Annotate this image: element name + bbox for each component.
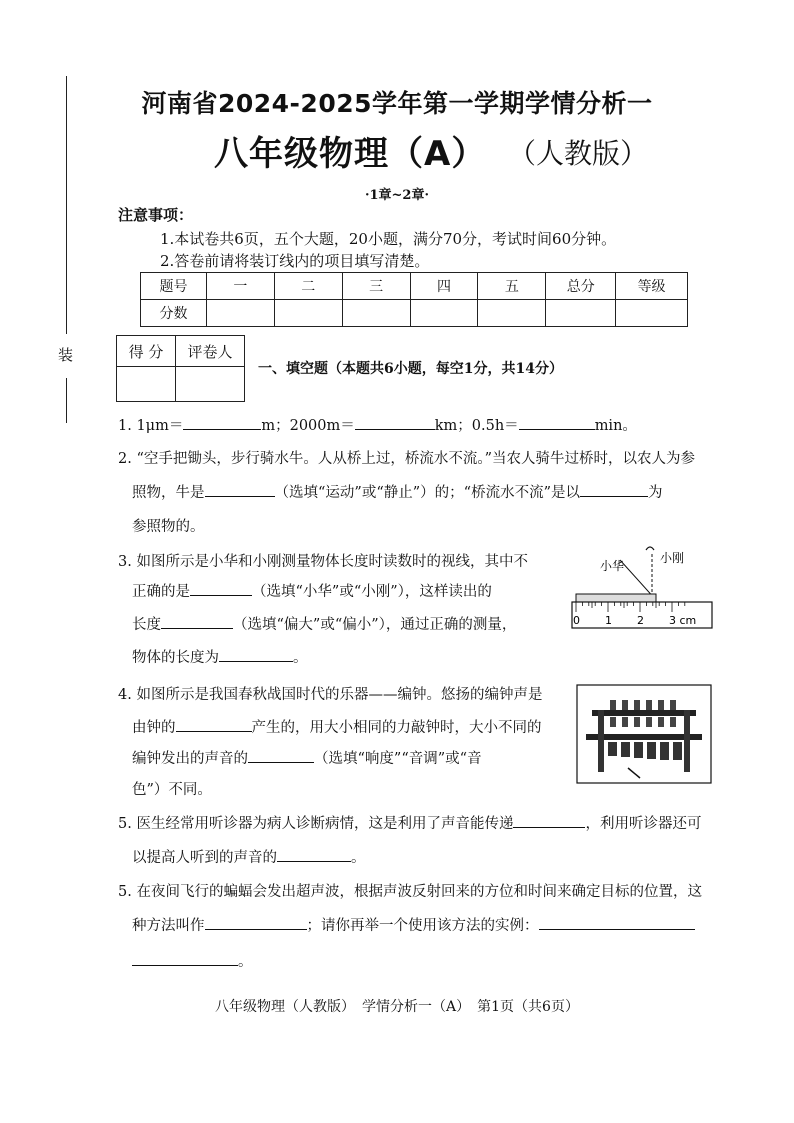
score-header-cell: 题号 bbox=[141, 273, 207, 300]
q6-text: 。 bbox=[238, 954, 253, 970]
question-2-line-1: 2. “空手把锄头，步行骑水牛。人从桥上过，桥流水不流。”当农人骑牛过桥时，以农人为参 bbox=[118, 451, 696, 467]
answer-blank[interactable] bbox=[539, 915, 695, 930]
q3-text: （选填“偏大”或“偏小”），通过正确的测量， bbox=[233, 617, 517, 633]
q5-text: 以提高人听到的声音的 bbox=[132, 850, 277, 866]
question-6-line-3 bbox=[132, 950, 253, 971]
q1-text: 1. 1μm＝ bbox=[118, 418, 184, 434]
q3-text: 长度 bbox=[132, 617, 161, 633]
q4-text: 编钟发出的声音的 bbox=[132, 751, 248, 767]
answer-blank[interactable] bbox=[519, 415, 595, 430]
question-6-line-2 bbox=[132, 914, 695, 935]
answer-blank[interactable] bbox=[513, 813, 585, 828]
question-2-line-3: 参照物的。 bbox=[132, 519, 205, 535]
page-footer: 八年级物理（人教版） 学情分析一（A） 第1页（共6页） bbox=[215, 999, 579, 1015]
score-header-cell: 等级 bbox=[616, 273, 688, 300]
answer-blank[interactable] bbox=[132, 951, 238, 966]
q2-text: 照物，牛是 bbox=[132, 485, 205, 501]
score-header-cell: 一 bbox=[206, 273, 274, 300]
score-cell[interactable] bbox=[478, 300, 546, 327]
answer-blank[interactable] bbox=[190, 581, 252, 596]
question-4-line-4: 色”）不同。 bbox=[132, 782, 212, 798]
q1-text: km；0.5h＝ bbox=[434, 418, 519, 434]
bell-rack-post-right bbox=[684, 710, 690, 772]
grader-score-cell[interactable] bbox=[117, 367, 176, 402]
answer-blank[interactable] bbox=[355, 415, 435, 430]
score-header-cell: 五 bbox=[478, 273, 546, 300]
measured-object bbox=[576, 594, 656, 602]
question-5-line-2 bbox=[132, 846, 366, 867]
q4-text: 产生的，用大小相同的力敲钟时，大小不同的 bbox=[251, 720, 542, 736]
binding-mark: 装 bbox=[58, 346, 74, 364]
score-cell[interactable] bbox=[410, 300, 478, 327]
q6-text: ；请你再举一个使用该方法的实例： bbox=[306, 918, 539, 934]
q6-text: 种方法叫作 bbox=[132, 918, 205, 934]
score-row-label: 分数 bbox=[141, 300, 207, 327]
question-2-line-2 bbox=[132, 481, 662, 502]
score-table-header-row bbox=[141, 273, 688, 300]
q2-text: （选填“运动”或“静止”）的；“桥流水不流”是以 bbox=[274, 485, 580, 501]
question-3-line-2 bbox=[132, 580, 492, 601]
question-6-line-1: 5. 在夜间飞行的蝙蝠会发出超声波，根据声波反射回来的方位和时间来确定目标的位置，这 bbox=[118, 884, 702, 900]
score-cell[interactable] bbox=[206, 300, 274, 327]
score-header-cell: 总分 bbox=[546, 273, 616, 300]
score-cell[interactable] bbox=[342, 300, 410, 327]
label-xiaogang: 小刚 bbox=[660, 551, 685, 565]
notes-heading: 注意事项： bbox=[118, 206, 194, 224]
question-4-line-1: 4. 如图所示是我国春秋战国时代的乐器——编钟。悠扬的编钟声是 bbox=[118, 687, 543, 703]
ruler-tick-label: 3 cm bbox=[669, 614, 697, 627]
score-cell[interactable] bbox=[274, 300, 342, 327]
label-xiaohua: 小华 bbox=[600, 559, 625, 573]
binding-line-bottom bbox=[66, 378, 67, 423]
answer-blank[interactable] bbox=[248, 748, 314, 763]
answer-blank[interactable] bbox=[161, 614, 233, 629]
q3-text: （选填“小华”或“小刚”），这样读出的 bbox=[252, 584, 492, 600]
score-table bbox=[140, 272, 688, 327]
score-header-cell: 四 bbox=[410, 273, 478, 300]
ruler-tick-label: 0 bbox=[573, 614, 580, 627]
answer-blank[interactable] bbox=[176, 717, 252, 732]
bell-rack-post-left bbox=[598, 710, 604, 772]
answer-blank[interactable] bbox=[580, 482, 648, 497]
answer-blank[interactable] bbox=[277, 847, 351, 862]
bianzhong-figure bbox=[576, 684, 712, 784]
question-3-line-1: 3. 如图所示是小华和小刚测量物体长度时读数时的视线，其中不 bbox=[118, 554, 528, 570]
q3-text: 正确的是 bbox=[132, 584, 190, 600]
question-4-line-2 bbox=[132, 716, 542, 737]
q4-text: 由钟的 bbox=[132, 720, 176, 736]
score-header-cell: 三 bbox=[342, 273, 410, 300]
eye-icon bbox=[646, 547, 654, 550]
grader-table bbox=[116, 335, 245, 402]
score-header-cell: 二 bbox=[274, 273, 342, 300]
subject-title: 八年级物理（A） bbox=[214, 134, 487, 174]
note-1: 1.本试卷共6页，五个大题，20小题，满分70分，考试时间60分钟。 bbox=[160, 230, 617, 248]
score-cell[interactable] bbox=[546, 300, 616, 327]
q1-text: min。 bbox=[594, 418, 637, 434]
answer-blank[interactable] bbox=[219, 647, 293, 662]
grader-score-label: 得 分 bbox=[117, 336, 176, 367]
edition-label: （人教版） bbox=[508, 137, 649, 170]
score-table-value-row bbox=[141, 300, 688, 327]
note-2: 2.答卷前请将装订线内的项目填写清楚。 bbox=[160, 252, 430, 270]
answer-blank[interactable] bbox=[205, 482, 275, 497]
question-3-line-3 bbox=[132, 613, 516, 634]
q2-text: 为 bbox=[647, 485, 663, 501]
chapter-range: ·1章~2章· bbox=[364, 188, 430, 203]
bell-rack-top bbox=[592, 710, 696, 716]
question-3-line-4 bbox=[132, 646, 308, 667]
q5-text: ，利用听诊器还可 bbox=[585, 816, 702, 832]
question-1 bbox=[118, 414, 637, 435]
question-4-line-3 bbox=[132, 747, 482, 768]
ruler-tick-label: 2 bbox=[637, 614, 644, 627]
q3-text: 。 bbox=[293, 650, 308, 666]
grader-name-label: 评卷人 bbox=[176, 336, 245, 367]
q3-text: 物体的长度为 bbox=[132, 650, 219, 666]
question-5-line-1 bbox=[118, 812, 701, 833]
answer-blank[interactable] bbox=[183, 415, 261, 430]
grader-name-cell[interactable] bbox=[176, 367, 245, 402]
ruler-figure bbox=[568, 540, 716, 640]
answer-blank[interactable] bbox=[205, 915, 307, 930]
section-1-title: 一、填空题（本题共6小题，每空1分，共14分） bbox=[258, 361, 563, 377]
q5-text: 。 bbox=[351, 850, 366, 866]
exam-title: 河南省2024-2025学年第一学期学情分析一 bbox=[141, 89, 653, 118]
score-cell[interactable] bbox=[616, 300, 688, 327]
q1-text: m；2000m＝ bbox=[261, 418, 355, 434]
q5-text: 5. 医生经常用听诊器为病人诊断病情，这是利用了声音能传递 bbox=[118, 816, 514, 832]
q4-text: （选填“响度”“音调”或“音 bbox=[314, 751, 482, 767]
ruler-tick-label: 1 bbox=[605, 614, 612, 627]
